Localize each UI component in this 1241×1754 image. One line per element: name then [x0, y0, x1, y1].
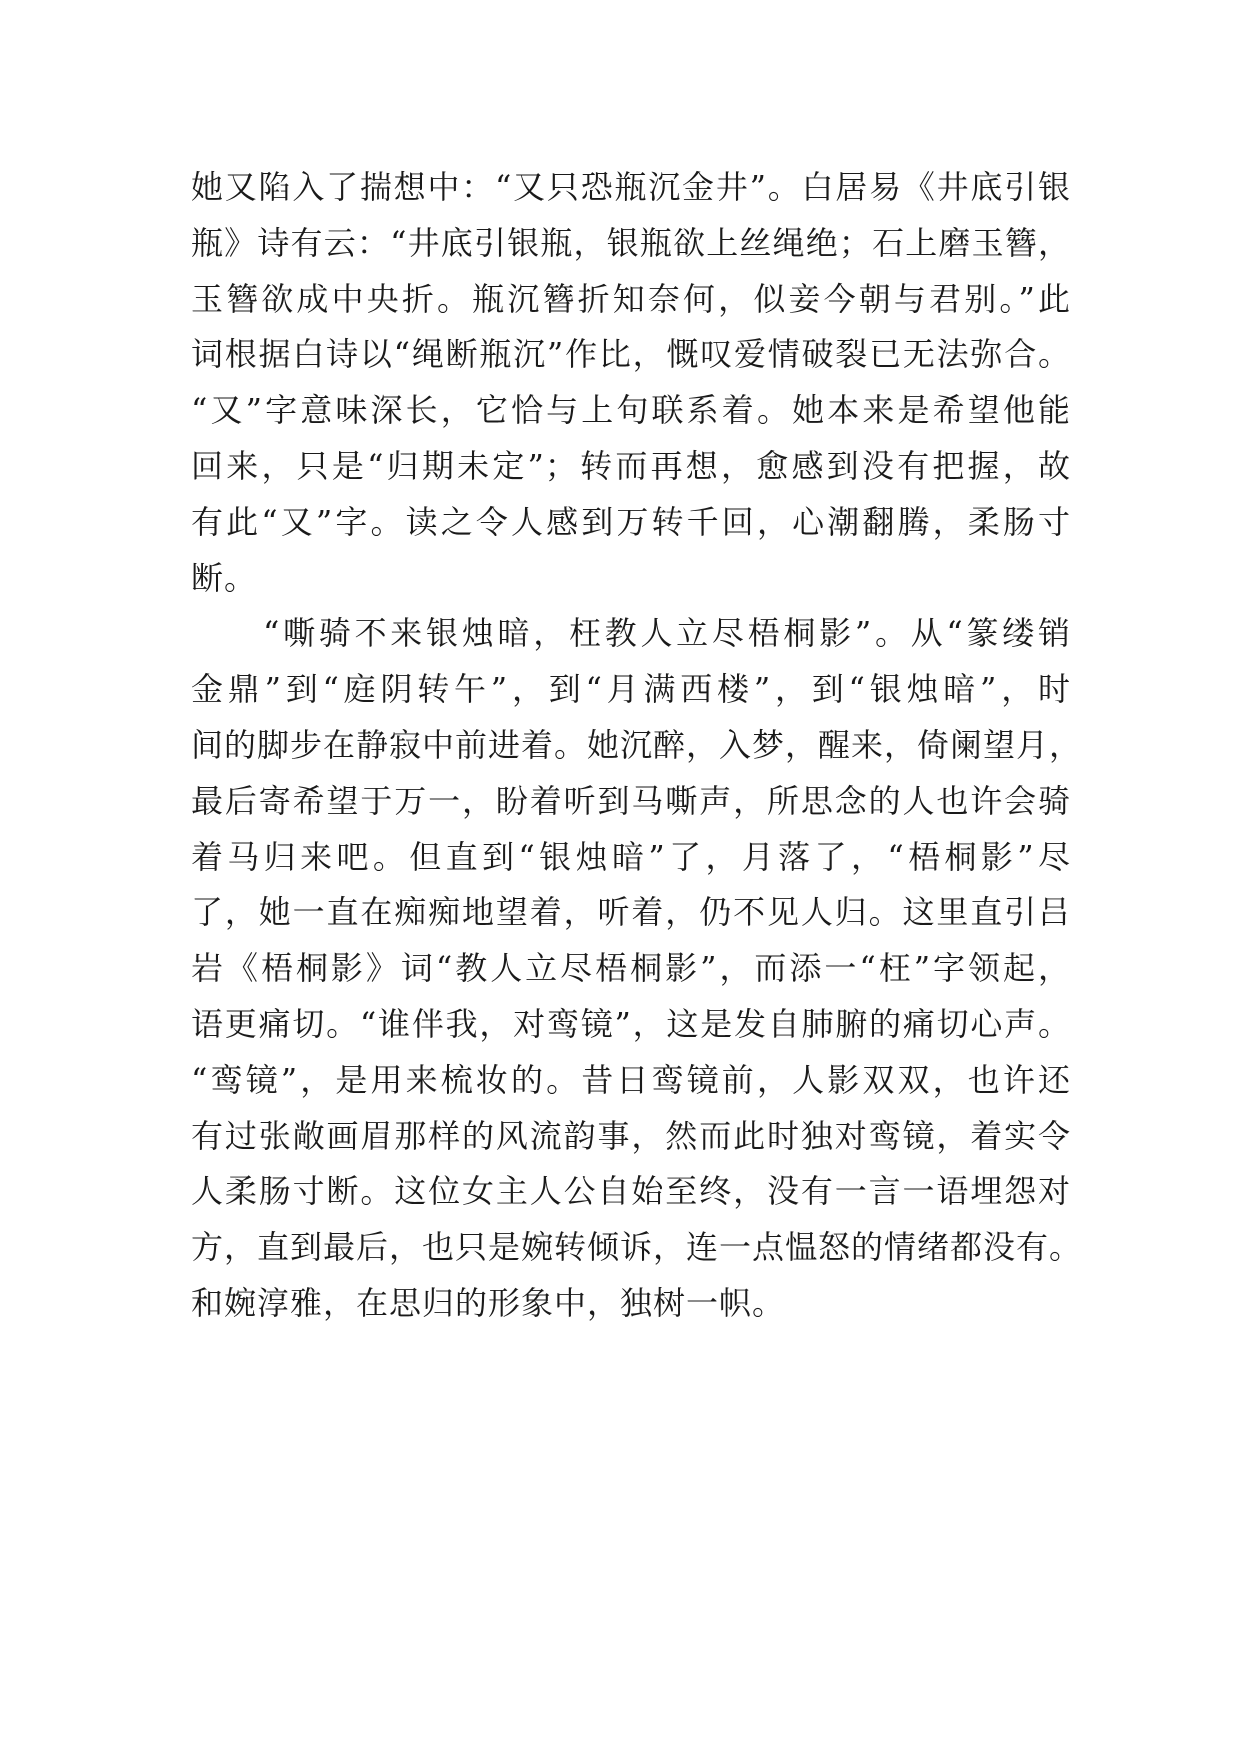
text-line: 回来，只是“归期未定”；转而再想，愈感到没有把握，故 [191, 446, 1071, 485]
text-line: 玉簪欲成中央折。瓶沉簪折知奈何，似妾今朝与君别。”此 [191, 279, 1071, 318]
text-line: 方，直到最后，也只是婉转倾诉，连一点愠怒的情绪都没有。 [191, 1228, 1083, 1267]
text-line: 她又陷入了揣想中：“又只恐瓶沉金井”。白居易《井底引银 [191, 168, 1071, 206]
text-line: 了，她一直在痴痴地望着，听着，仍不见人归。这里直引吕 [191, 893, 1071, 932]
text-line: 瓶》诗有云：“井底引银瓶，银瓶欲上丝绳绝；石上磨玉簪， [191, 223, 1071, 262]
text-line: 词根据白诗以“绳断瓶沉”作比，慨叹爱情破裂已无法弥合。 [191, 335, 1071, 374]
paragraph-2 [191, 606, 1083, 1331]
text-line: 最后寄希望于万一，盼着听到马嘶声，所思念的人也许会骑 [191, 781, 1071, 820]
text-line: 断。 [191, 558, 258, 597]
text-line: 岩《梧桐影》词“教人立尽梧桐影”，而添一“枉”字领起， [191, 949, 1071, 988]
text-line: 金鼎”到“庭阴转午”，到“月满西楼”，到“银烛暗”，时 [191, 670, 1071, 709]
text-line: “嘶骑不来银烛暗，枉教人立尽梧桐影”。从“篆缕销 [263, 614, 1071, 653]
text-line: 间的脚步在静寂中前进着。她沉醉，入梦，醒来，倚阑望月， [191, 725, 1083, 764]
body-text [191, 160, 1083, 1332]
paragraph-1 [191, 160, 1071, 606]
text-line: 有此“又”字。读之令人感到万转千回，心潮翻腾，柔肠寸 [191, 502, 1071, 541]
text-line: 语更痛切。“谁伴我，对鸾镜”，这是发自肺腑的痛切心声。 [191, 1004, 1071, 1043]
text-line: 有过张敞画眉那样的风流韵事，然而此时独对鸾镜，着实令 [191, 1116, 1071, 1155]
text-line: “鸾镜”，是用来梳妆的。昔日鸾镜前，人影双双，也许还 [191, 1060, 1071, 1099]
text-line: 人柔肠寸断。这位女主人公自始至终，没有一言一语埋怨对 [191, 1172, 1071, 1211]
text-line: “又”字意味深长，它恰与上句联系着。她本来是希望他能 [191, 391, 1071, 430]
text-line: 和婉淳雅，在思归的形象中，独树一帜。 [191, 1283, 786, 1322]
text-line: 着马归来吧。但直到“银烛暗”了，月落了，“梧桐影”尽 [191, 837, 1071, 876]
